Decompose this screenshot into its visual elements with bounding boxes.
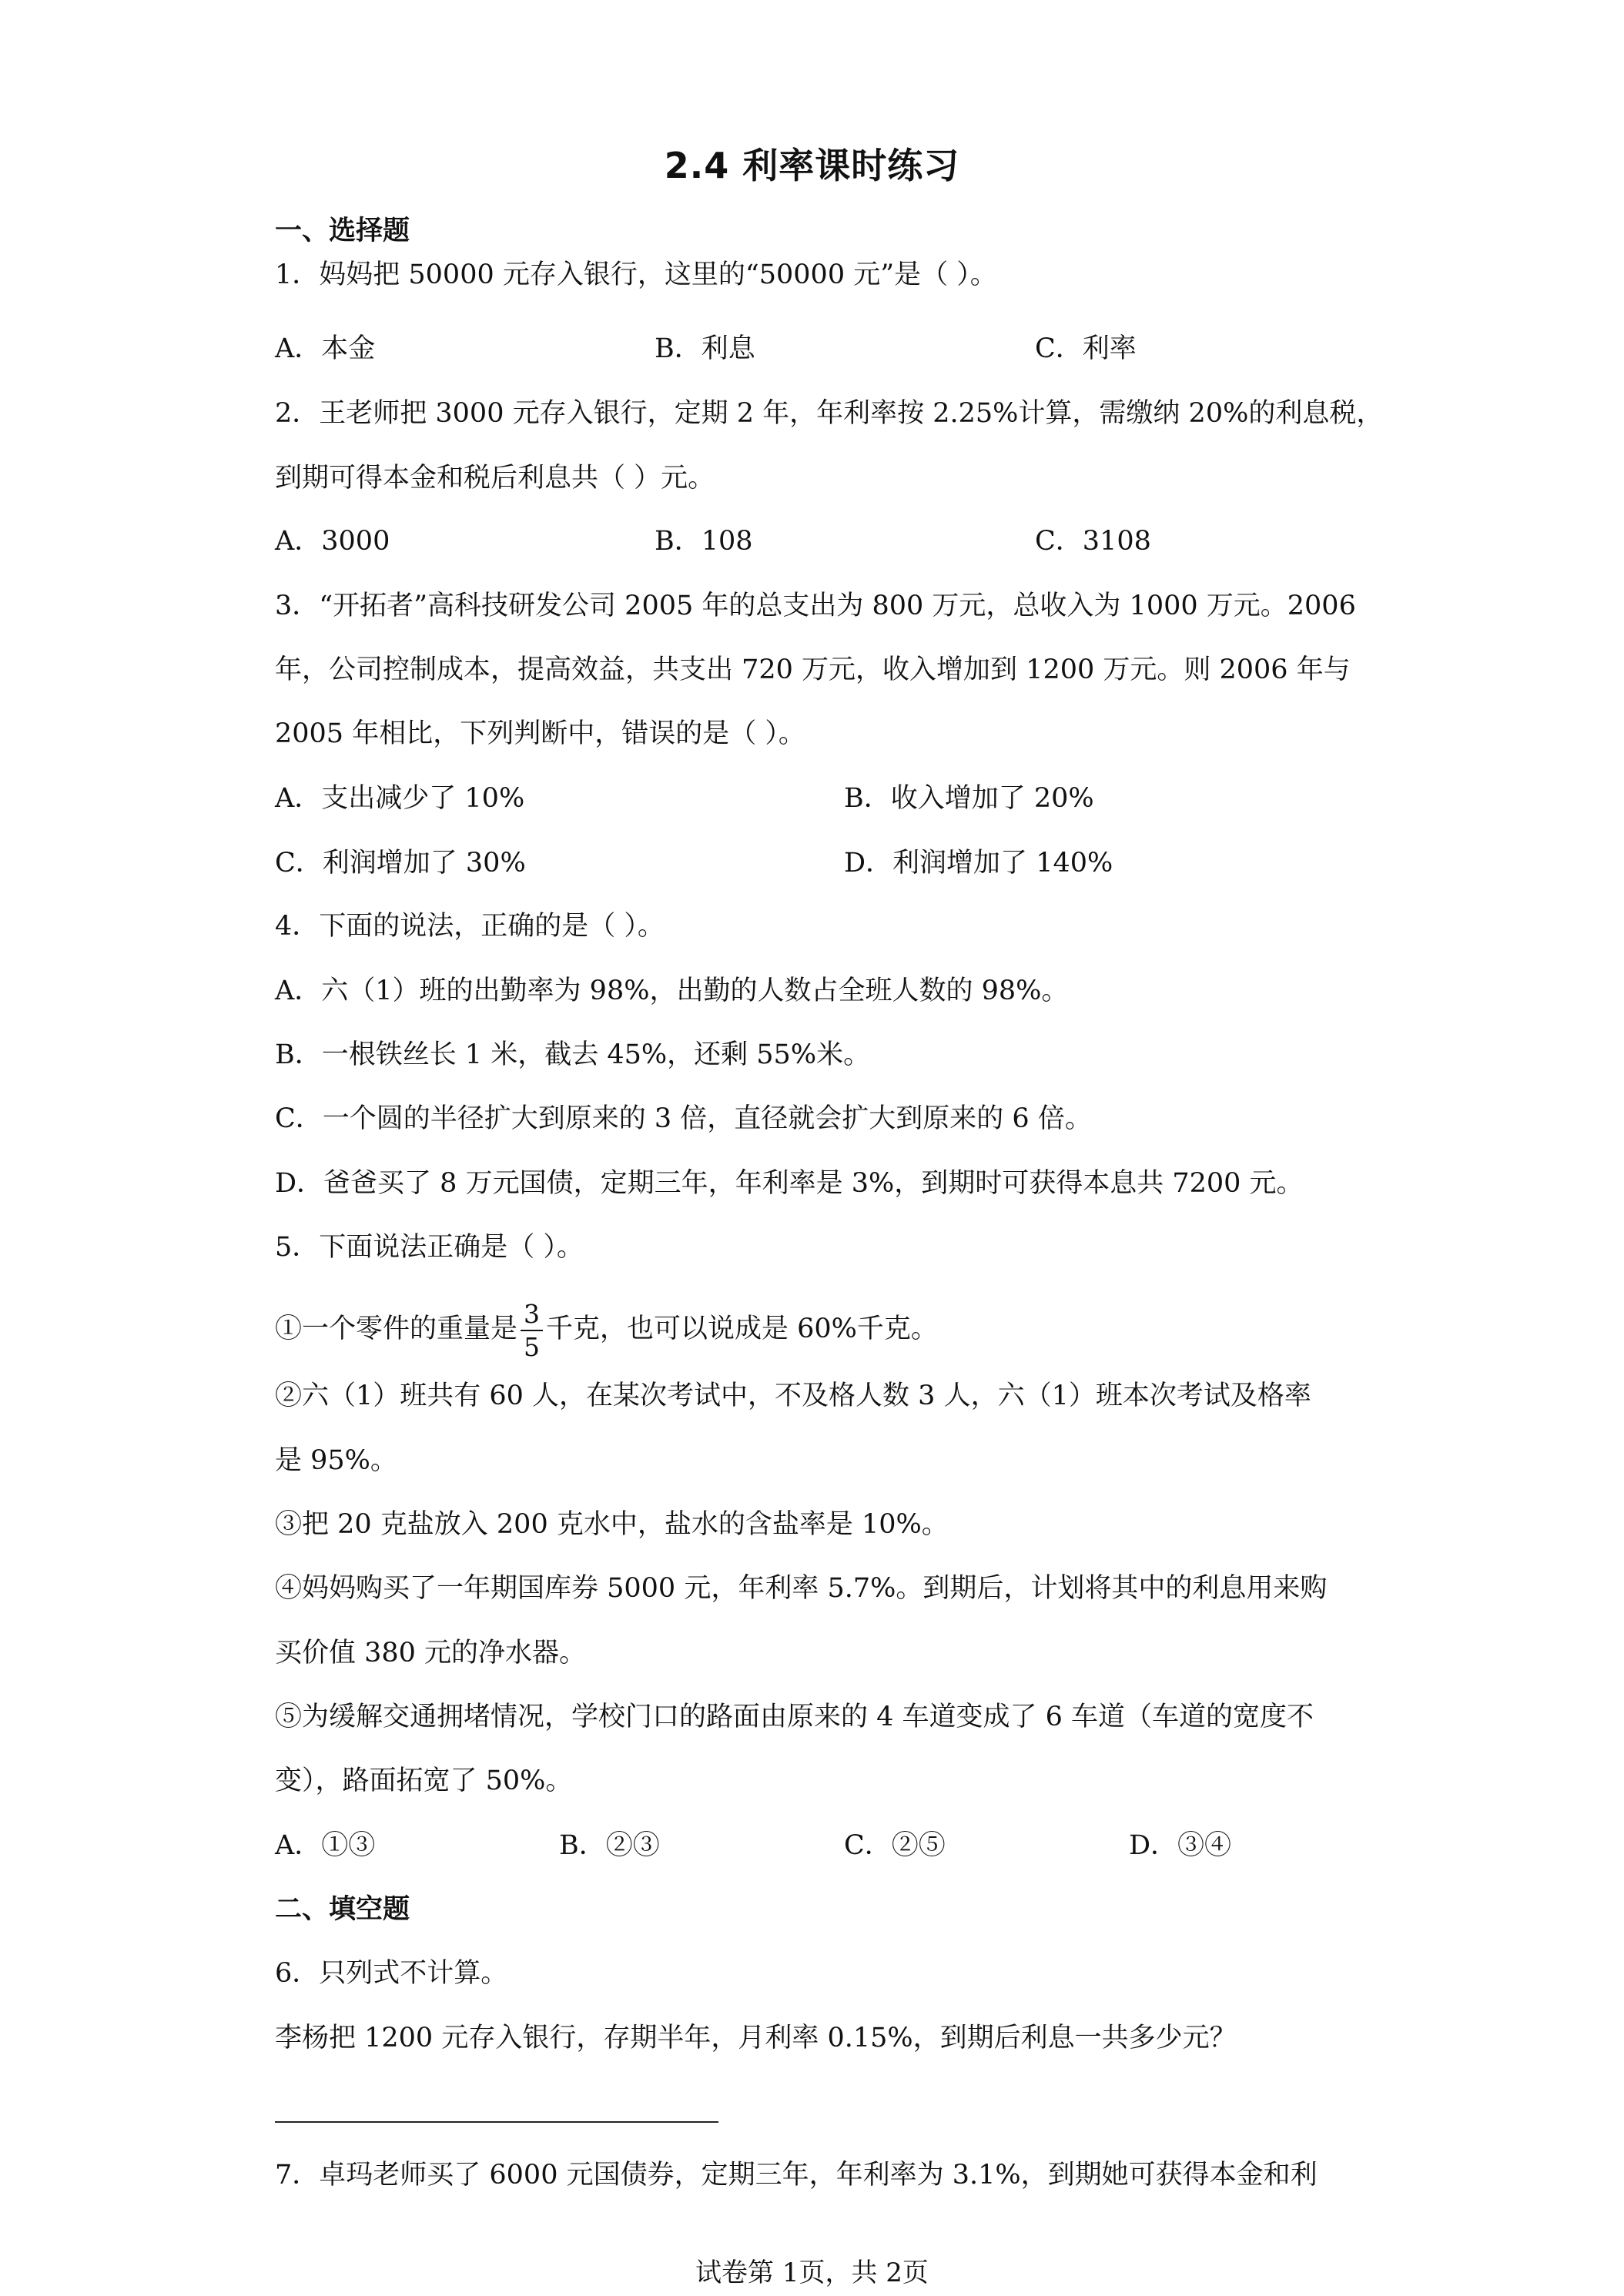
question-5-option-d: D．③④ <box>1129 1830 1232 1861</box>
question-4-option-a: A．六（1）班的出勤率为 98%，出勤的人数占全班人数的 98%。 <box>275 976 1069 1006</box>
question-1-option-c: C．利率 <box>1035 333 1137 364</box>
question-2-option-c: C．3108 <box>1035 526 1151 557</box>
question-2-option-a: A．3000 <box>275 526 390 557</box>
page-title: 2.4 利率课时练习 <box>664 145 960 186</box>
section-heading-choice: 一、选择题 <box>275 216 410 246</box>
fraction <box>521 1298 543 1362</box>
question-5-item-4-line-2: 买价值 380 元的净水器。 <box>275 1638 587 1668</box>
question-3-option-d: D．利润增加了 140% <box>844 848 1113 879</box>
question-5-option-b: B．②③ <box>559 1830 660 1861</box>
question-5-item-3: ③把 20 克盐放入 200 克水中，盐水的含盐率是 10%。 <box>275 1509 949 1540</box>
question-6-stem: 6．只列式不计算。 <box>275 1958 508 1989</box>
question-5-item-5-line-1: ⑤为缓解交通拥堵情况，学校门口的路面由原来的 4 车道变成了 6 车道（车道的宽度不 <box>275 1702 1314 1732</box>
question-3-option-c: C．利润增加了 30% <box>275 848 526 879</box>
section-heading-fill: 二、填空题 <box>275 1894 410 1925</box>
question-5-stem: 5．下面说法正确是（ ）。 <box>275 1232 584 1263</box>
question-2-stem-line-2: 到期可得本金和税后利息共（ ）元。 <box>275 463 715 494</box>
question-5-item-1-before: ①一个零件的重量是 <box>275 1314 518 1344</box>
question-7-stem: 7．卓玛老师买了 6000 元国债券，定期三年，年利率为 3.1%，到期她可获得本金和利 <box>275 2160 1318 2191</box>
question-5-item-1-after: 千克，也可以说成是 60%千克。 <box>546 1314 938 1344</box>
question-1-stem: 1．妈妈把 50000 元存入银行，这里的“50000 元”是（ ）。 <box>275 259 997 290</box>
question-5-item-5-line-2: 变），路面拓宽了 50%。 <box>275 1766 573 1796</box>
answer-blank-line <box>275 2121 718 2123</box>
question-4-option-d: D．爸爸买了 8 万元国债，定期三年，年利率是 3%，到期时可获得本息共 7200 元。 <box>275 1168 1304 1199</box>
question-5-item-4-line-1: ④妈妈购买了一年期国库券 5000 元，年利率 5.7%。到期后，计划将其中的利息用来购 <box>275 1573 1328 1604</box>
question-5-item-2-line-1: ②六（1）班共有 60 人，在某次考试中，不及格人数 3 人，六（1）班本次考试及格率 <box>275 1381 1311 1411</box>
question-3-stem-line-3: 2005 年相比，下列判断中，错误的是（ ）。 <box>275 718 805 749</box>
question-5-item-2-line-2: 是 95%。 <box>275 1445 397 1476</box>
question-3-stem-line-2: 年，公司控制成本，提高效益，共支出 720 万元，收入增加到 1200 万元。则 2006 年与 <box>275 654 1351 685</box>
fraction-denominator: 5 <box>524 1331 541 1362</box>
question-5-item-1 <box>275 1290 938 1367</box>
question-4-option-b: B．一根铁丝长 1 米，截去 45%，还剩 55%米。 <box>275 1039 871 1070</box>
question-2-stem-line-1: 2．王老师把 3000 元存入银行，定期 2 年，年利率按 2.25%计算，需缴纳 20%的利息税， <box>275 398 1384 429</box>
question-3-stem-line-1: 3．“开拓者”高科技研发公司 2005 年的总支出为 800 万元，总收入为 1000 万元。2006 <box>275 591 1356 621</box>
question-5-option-a: A．①③ <box>275 1830 376 1861</box>
question-1-option-b: B．利息 <box>655 333 755 364</box>
question-3-option-a: A．支出减少了 10% <box>275 783 525 814</box>
question-4-stem: 4．下面的说法，正确的是（ ）。 <box>275 911 665 942</box>
fraction-numerator: 3 <box>521 1301 543 1331</box>
question-2-option-b: B．108 <box>655 526 753 557</box>
question-1-option-a: A．本金 <box>275 333 376 364</box>
question-5-option-c: C．②⑤ <box>844 1830 946 1861</box>
question-3-option-b: B．收入增加了 20% <box>844 783 1094 814</box>
question-6-text: 李杨把 1200 元存入银行，存期半年，月利率 0.15%，到期后利息一共多少元？ <box>275 2023 1237 2053</box>
page-footer: 试卷第 1页，共 2页 <box>695 2258 929 2288</box>
question-4-option-c: C．一个圆的半径扩大到原来的 3 倍，直径就会扩大到原来的 6 倍。 <box>275 1103 1092 1134</box>
